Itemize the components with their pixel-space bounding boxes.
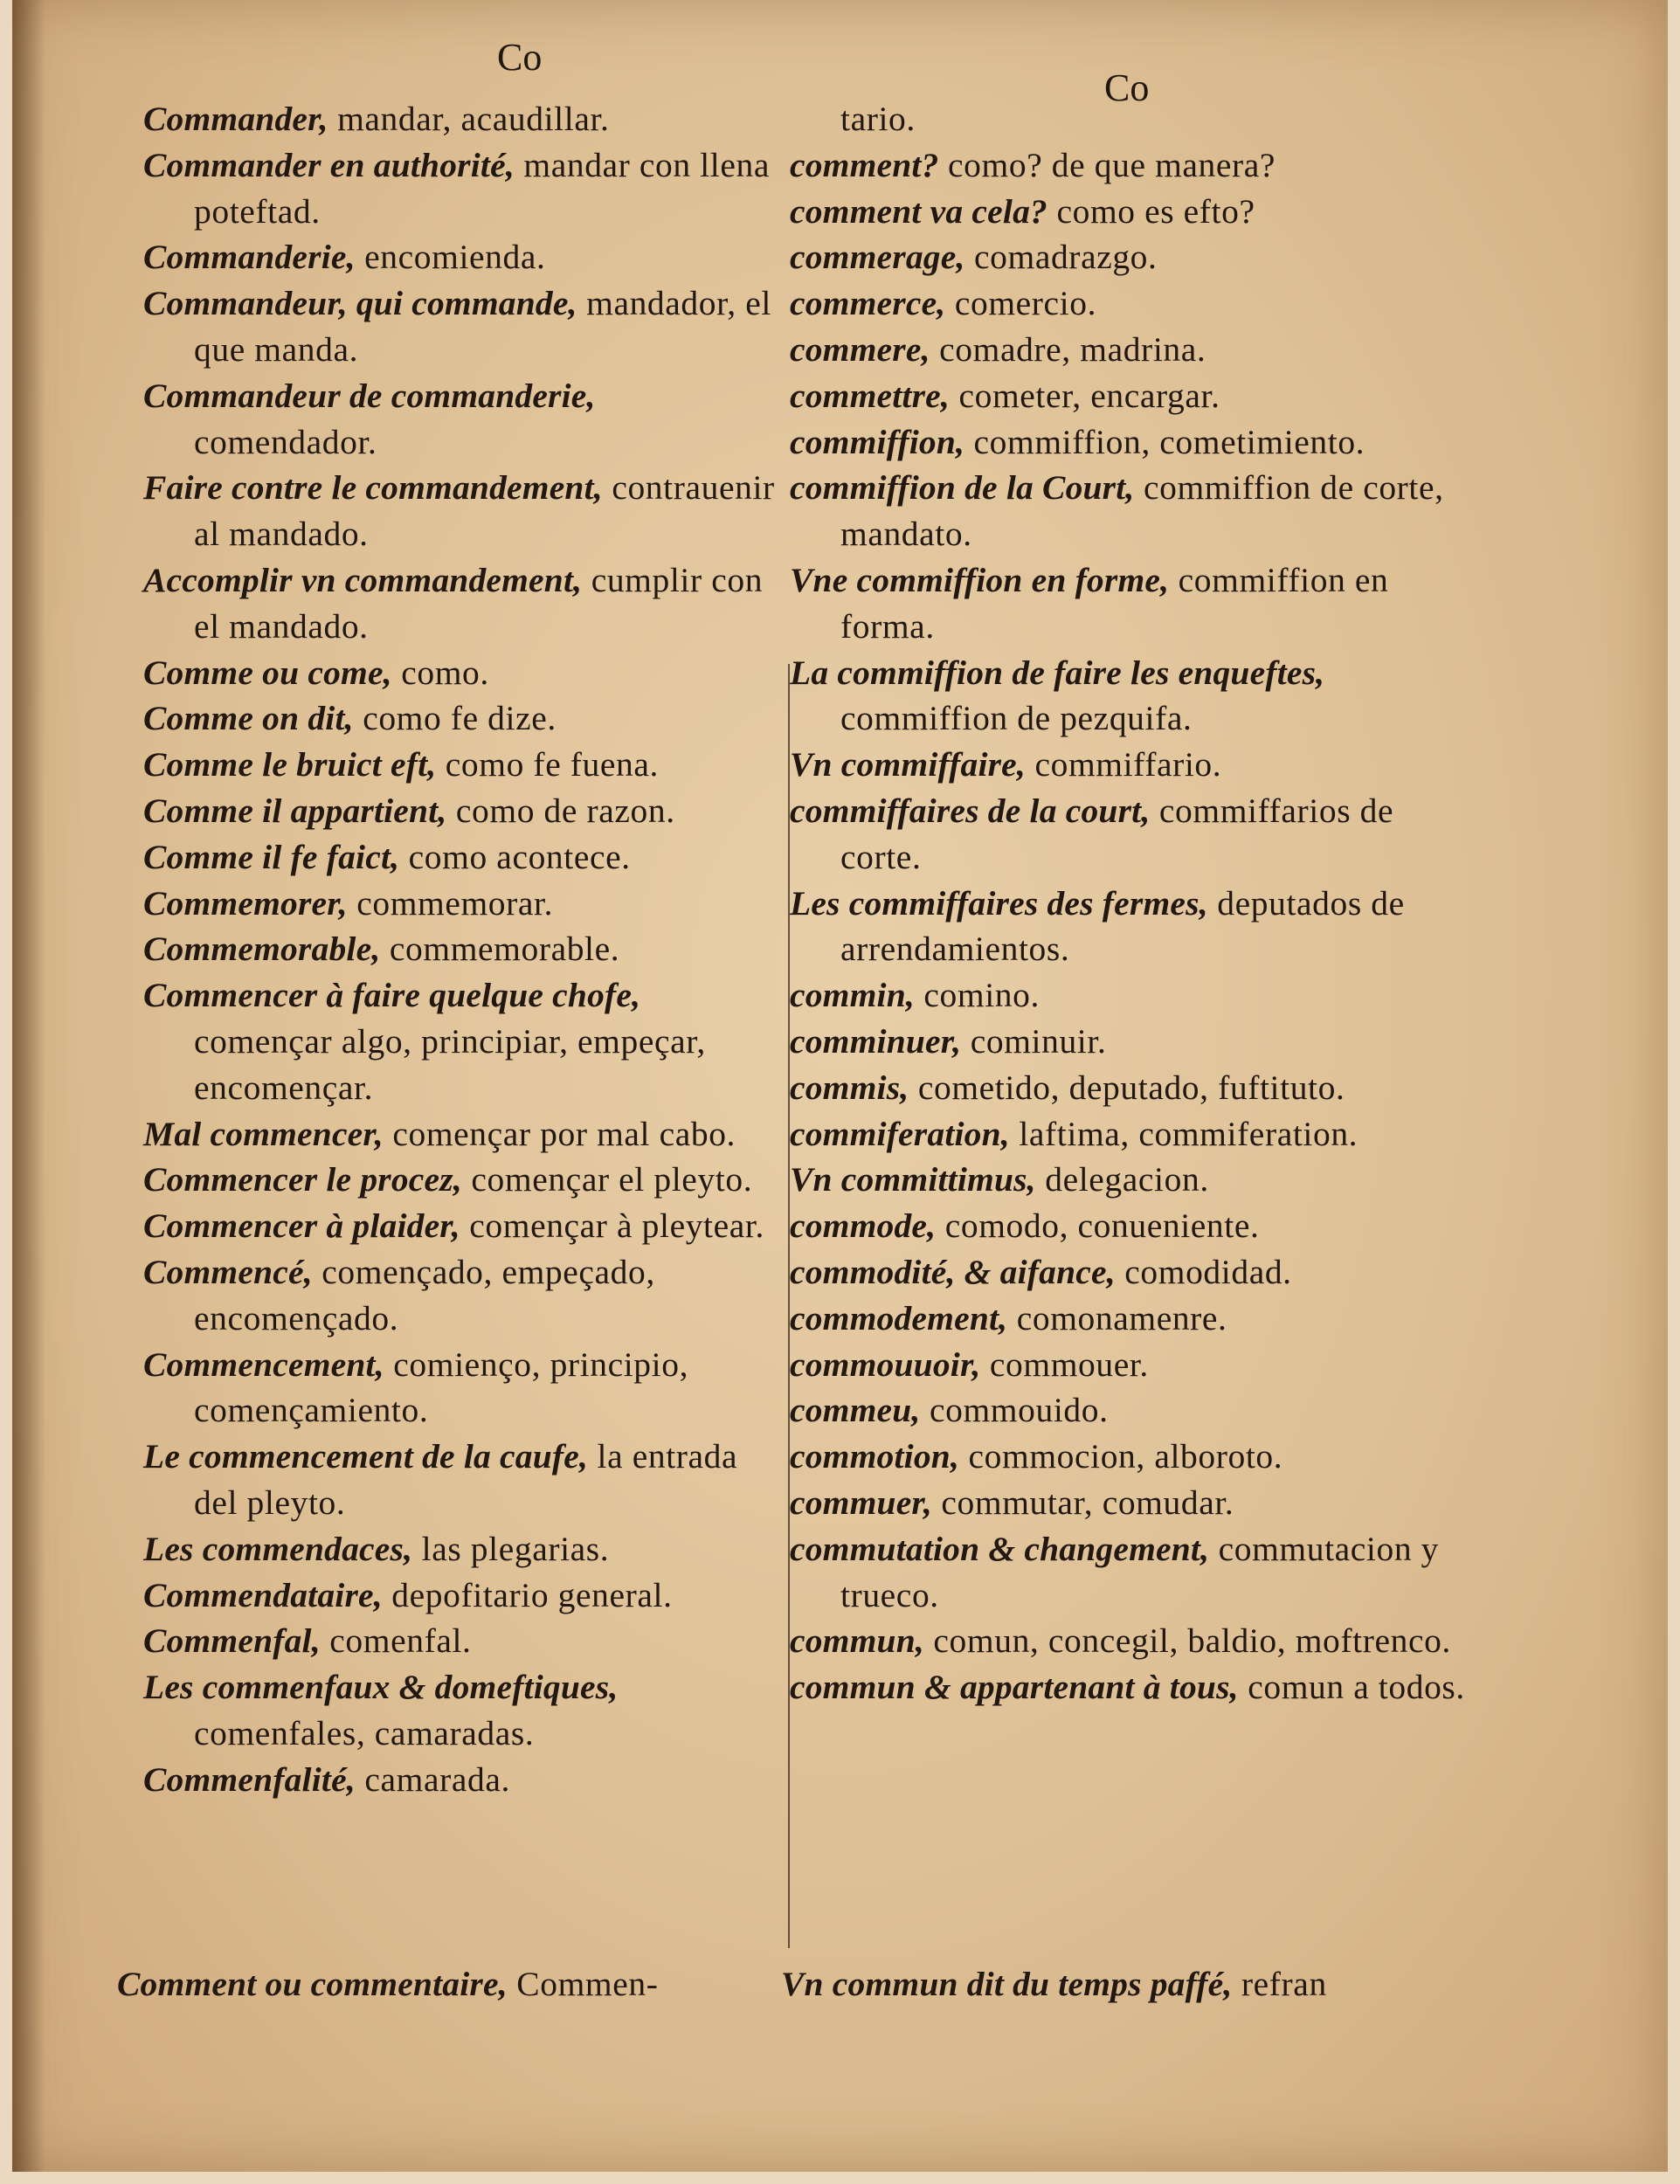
dictionary-entry bbox=[143, 1342, 781, 1434]
entry-translation: començar por mal cabo. bbox=[383, 1114, 736, 1153]
dictionary-entry bbox=[143, 1249, 781, 1342]
dictionary-entry bbox=[790, 142, 1471, 189]
entry-headword: Mal commencer, bbox=[143, 1114, 384, 1153]
dictionary-entry bbox=[790, 1664, 1471, 1711]
dictionary-entry bbox=[143, 1157, 781, 1203]
dictionary-entry bbox=[143, 557, 781, 650]
entry-headword: commiffion de la Court, bbox=[790, 468, 1135, 508]
entry-headword: commerce, bbox=[790, 284, 946, 323]
entry-headword: Les commiffaires des fermes, bbox=[790, 883, 1208, 923]
entry-headword: commutation & changement, bbox=[790, 1529, 1210, 1568]
entry-translation: comun, concegil, baldio, moftrenco. bbox=[923, 1621, 1451, 1661]
entry-translation: mandar con llena poteftad. bbox=[194, 145, 770, 231]
entry-headword: commiferation, bbox=[790, 1114, 1010, 1153]
dictionary-entry bbox=[790, 650, 1471, 743]
dictionary-entry bbox=[790, 234, 1471, 280]
entry-translation: comonamenre. bbox=[1007, 1298, 1227, 1337]
entry-headword: Commendataire, bbox=[143, 1575, 383, 1614]
entry-headword: commis, bbox=[790, 1068, 909, 1107]
entry-translation: comodo, conueniente. bbox=[936, 1206, 1260, 1246]
dictionary-entry bbox=[143, 1526, 781, 1572]
entry-headword: commeu, bbox=[790, 1391, 921, 1430]
entry-translation: començar à pleytear. bbox=[460, 1206, 764, 1246]
entry-headword: Les commenfaux & domeftiques, bbox=[143, 1668, 619, 1707]
entry-translation: començado, empeçado, encomençado. bbox=[194, 1252, 655, 1337]
bottom-entry-right bbox=[781, 1964, 1327, 2004]
entry-translation: la entrada del pleyto. bbox=[194, 1437, 738, 1522]
entry-headword: Comme on dit, bbox=[143, 699, 354, 738]
entry-headword: commin, bbox=[790, 976, 915, 1015]
entry-translation: como es efto? bbox=[1047, 191, 1255, 231]
dictionary-entry bbox=[143, 834, 781, 881]
dictionary-entry bbox=[790, 419, 1471, 466]
dictionary-entry bbox=[143, 234, 781, 280]
entry-translation: commutar, comudar. bbox=[931, 1482, 1234, 1522]
dictionary-entry bbox=[790, 1111, 1471, 1158]
entry-translation: començar algo, principiar, empeçar, encomençar. bbox=[194, 1021, 706, 1107]
dictionary-entry bbox=[790, 1065, 1471, 1111]
entry-translation: commiffion de corte, mandato. bbox=[840, 468, 1444, 554]
dictionary-entry bbox=[790, 881, 1471, 973]
entry-translation: commiffario. bbox=[1026, 745, 1222, 784]
dictionary-entry bbox=[143, 972, 781, 1110]
entry-headword: commodité, & aifance, bbox=[790, 1252, 1116, 1291]
entry-headword: Commencement, bbox=[143, 1344, 384, 1384]
entry-translation: mandador, el que manda. bbox=[194, 284, 771, 369]
entry-headword: Commemorable, bbox=[143, 930, 381, 969]
entry-translation: comun a todos. bbox=[1238, 1668, 1465, 1707]
entry-headword: commere, bbox=[790, 329, 930, 369]
entry-headword: comment va cela? bbox=[790, 191, 1047, 231]
entry-translation: encomienda. bbox=[355, 238, 546, 277]
dictionary-entry bbox=[790, 742, 1471, 788]
entry-translation: tario. bbox=[840, 100, 916, 138]
dictionary-entry bbox=[790, 1526, 1471, 1619]
entry-translation: commiffion, cometimiento. bbox=[964, 422, 1365, 461]
entry-translation: commemorar. bbox=[347, 883, 554, 923]
dictionary-entry bbox=[143, 373, 781, 466]
entry-headword: commun & appartenant à tous, bbox=[790, 1668, 1239, 1707]
dictionary-entry bbox=[790, 1387, 1471, 1434]
dictionary-entry bbox=[790, 1157, 1471, 1203]
dictionary-entry bbox=[143, 1203, 781, 1249]
entry-translation: mandar, acaudillar. bbox=[328, 100, 610, 138]
entry-translation: commiffarios de corte. bbox=[840, 791, 1394, 876]
dictionary-entry bbox=[143, 742, 781, 788]
dictionary-entry bbox=[143, 1757, 781, 1803]
entry-headword: Faire contre le commandement, bbox=[143, 468, 603, 508]
entry-translation: como fe fuena. bbox=[436, 745, 659, 784]
entry-headword: comment? bbox=[790, 145, 939, 184]
entry-translation: comadre, madrina. bbox=[930, 329, 1206, 369]
gutter-shadow bbox=[12, 0, 45, 2172]
entry-translation: comino. bbox=[914, 976, 1040, 1015]
entry-headword: commun, bbox=[790, 1621, 924, 1661]
page-header-right: Co bbox=[1104, 66, 1150, 109]
entry-headword: Commander, bbox=[143, 100, 328, 138]
entry-headword: La commiffion de faire les enqueftes, bbox=[790, 653, 1325, 692]
entry-headword: Vn committimus, bbox=[790, 1160, 1036, 1199]
entry-headword: Commencé, bbox=[143, 1252, 313, 1291]
page-header-left: Co bbox=[497, 36, 543, 79]
entry-translation: cometer, encargar. bbox=[950, 376, 1220, 415]
dictionary-entry bbox=[790, 1019, 1471, 1065]
entry-headword: Le commencement de la caufe, bbox=[143, 1437, 589, 1476]
entry-headword: Vne commiffion en forme, bbox=[790, 560, 1170, 599]
dictionary-entry bbox=[790, 1296, 1471, 1342]
entry-translation: commutacion y trueco. bbox=[840, 1529, 1440, 1614]
dictionary-entry bbox=[143, 788, 781, 834]
entry-translation: commocion, alboroto. bbox=[959, 1437, 1283, 1476]
dictionary-entry bbox=[143, 1664, 781, 1757]
entry-translation: comenfales, camaradas. bbox=[194, 1713, 535, 1752]
dictionary-entry bbox=[790, 189, 1471, 235]
dictionary-entry bbox=[790, 1342, 1471, 1388]
dictionary-entry bbox=[790, 557, 1471, 650]
entry-translation: comenfal. bbox=[320, 1621, 472, 1661]
entry-headword: commettre, bbox=[790, 376, 950, 415]
bottom-right-translation: refran bbox=[1232, 1965, 1327, 2003]
entry-translation: las plegarias. bbox=[412, 1529, 610, 1568]
entry-headword: commode, bbox=[790, 1206, 937, 1246]
entry-translation: comendador. bbox=[194, 422, 377, 461]
dictionary-entry bbox=[143, 1434, 781, 1526]
bottom-right-headword: Vn commun dit du temps paffé, bbox=[781, 1965, 1233, 2003]
entry-headword: Commenfalité, bbox=[143, 1759, 356, 1799]
entry-headword: commiffion, bbox=[790, 422, 965, 461]
entry-headword: Commenfal, bbox=[143, 1621, 321, 1661]
entry-headword: commouuoir, bbox=[790, 1344, 981, 1384]
dictionary-entry bbox=[790, 465, 1471, 557]
entry-translation: como fe dize. bbox=[353, 699, 557, 738]
dictionary-entry bbox=[790, 1618, 1471, 1664]
entry-headword: commuer, bbox=[790, 1482, 932, 1522]
entry-translation: cumplir con el mandado. bbox=[194, 560, 764, 646]
entry-translation: comadrazgo. bbox=[964, 238, 1158, 277]
bottom-left-translation: Commen- bbox=[507, 1965, 659, 2003]
entry-headword: commerage, bbox=[790, 238, 965, 277]
dictionary-entry bbox=[143, 926, 781, 972]
entry-translation: començar el pleyto. bbox=[461, 1160, 753, 1199]
dictionary-entry bbox=[790, 1203, 1471, 1249]
entry-headword: Les commendaces, bbox=[143, 1529, 413, 1568]
entry-translation: commemorable. bbox=[380, 930, 620, 969]
bottom-entry-left bbox=[117, 1964, 658, 2004]
entry-translation: como de razon. bbox=[446, 791, 675, 830]
dictionary-entry bbox=[143, 280, 781, 373]
dictionary-entry bbox=[790, 788, 1471, 881]
entry-headword: Commencer à faire quelque chofe, bbox=[143, 976, 641, 1015]
dictionary-page bbox=[12, 0, 1668, 2172]
entry-headword: Vn commiffaire, bbox=[790, 745, 1026, 784]
entry-headword: comminuer, bbox=[790, 1021, 962, 1061]
entry-headword: Accomplir vn commandement, bbox=[143, 560, 583, 599]
entry-translation: delegacion. bbox=[1035, 1160, 1209, 1199]
entry-translation: commiffion de pezquifa. bbox=[840, 699, 1193, 738]
entry-headword: Comme il fe faict, bbox=[143, 837, 400, 876]
dictionary-entry bbox=[790, 96, 1471, 142]
entry-translation: como. bbox=[391, 653, 489, 692]
entry-translation: comercio. bbox=[945, 284, 1097, 323]
dictionary-entry bbox=[143, 650, 781, 696]
entry-translation: commouido. bbox=[920, 1391, 1109, 1430]
right-column bbox=[790, 96, 1471, 1711]
entry-translation: cometido, deputado, fuftituto. bbox=[909, 1068, 1345, 1107]
entry-headword: Commanderie, bbox=[143, 238, 356, 277]
entry-translation: comodidad. bbox=[1115, 1252, 1292, 1291]
entry-translation: cominuir. bbox=[961, 1021, 1107, 1061]
entry-translation: como acontece. bbox=[399, 837, 631, 876]
entry-translation: camarada. bbox=[355, 1759, 510, 1799]
entry-headword: commodement, bbox=[790, 1298, 1008, 1337]
entry-translation: depofitario general. bbox=[382, 1575, 673, 1614]
entry-headword: Commemorer, bbox=[143, 883, 348, 923]
entry-translation: comienço, principio, començamiento. bbox=[194, 1344, 689, 1430]
entry-headword: Commander en authorité, bbox=[143, 145, 515, 184]
entry-translation: commiffion en forma. bbox=[840, 560, 1389, 646]
dictionary-entry bbox=[790, 327, 1471, 373]
entry-headword: commiffaires de la court, bbox=[790, 791, 1151, 830]
dictionary-entry bbox=[790, 972, 1471, 1019]
entry-headword: Comme le bruict eft, bbox=[143, 745, 437, 784]
dictionary-entry bbox=[790, 1249, 1471, 1296]
dictionary-entry bbox=[790, 1434, 1471, 1480]
entry-headword: Commencer le procez, bbox=[143, 1160, 462, 1199]
entry-translation: como? de que manera? bbox=[938, 145, 1276, 184]
dictionary-entry bbox=[790, 373, 1471, 419]
dictionary-entry bbox=[143, 96, 781, 142]
entry-headword: Comme il appartient, bbox=[143, 791, 447, 830]
dictionary-entry bbox=[143, 1572, 781, 1619]
entry-headword: Commandeur, qui commande, bbox=[143, 284, 577, 323]
dictionary-entry bbox=[790, 1480, 1471, 1526]
entry-translation: contrauenir al mandado. bbox=[194, 468, 775, 554]
entry-translation: deputados de arrendamientos. bbox=[840, 883, 1405, 969]
entry-headword: Comme ou come, bbox=[143, 653, 392, 692]
left-column bbox=[143, 96, 781, 1802]
dictionary-entry bbox=[143, 881, 781, 927]
dictionary-entry bbox=[143, 142, 781, 235]
entry-translation: laftima, commiferation. bbox=[1009, 1114, 1359, 1153]
dictionary-entry bbox=[790, 280, 1471, 327]
entry-headword: commotion, bbox=[790, 1437, 960, 1476]
bottom-left-headword: Comment ou commentaire, bbox=[117, 1965, 508, 2003]
dictionary-entry bbox=[143, 1111, 781, 1158]
entry-headword: Commandeur de commanderie, bbox=[143, 376, 596, 415]
entry-translation: commouer. bbox=[980, 1344, 1149, 1384]
dictionary-entry bbox=[143, 695, 781, 742]
dictionary-entry bbox=[143, 465, 781, 557]
entry-headword: Commencer à plaider, bbox=[143, 1206, 460, 1246]
dictionary-entry bbox=[143, 1618, 781, 1664]
